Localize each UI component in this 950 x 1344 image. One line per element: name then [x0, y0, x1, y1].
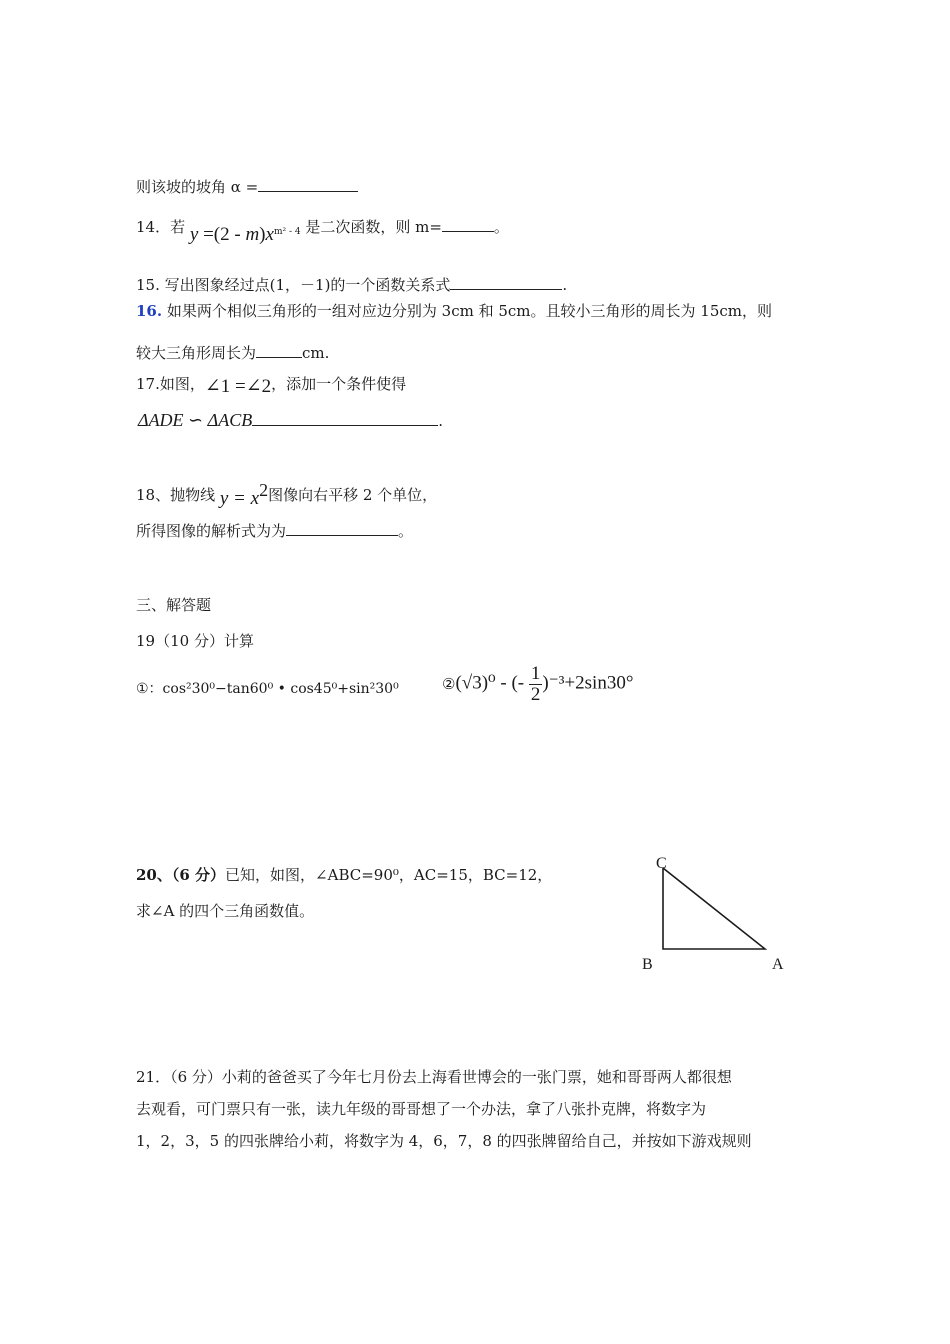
q15-text: 15. 写出图象经过点(1，－1)的一个函数关系式: [136, 276, 451, 294]
q21-line1: 21．（6 分）小莉的爸爸买了今年七月份去上海看世博会的一张门票，她和哥哥两人都很想: [136, 1068, 732, 1086]
q18-formula-main: y = x: [219, 488, 260, 509]
vertex-a-label: A: [772, 956, 784, 973]
q18-formula-exp: 2: [259, 480, 269, 500]
q19-part2-b: )⁻³+2sin30°: [542, 672, 634, 694]
q14-formula-eq: =(2 -: [198, 224, 246, 245]
vertex-b-label: B: [642, 956, 653, 973]
q16-line2-end: cm.: [302, 344, 330, 362]
triangle-shape: [663, 868, 765, 949]
q14-end: 。: [493, 218, 509, 236]
section-heading: 三、解答题: [136, 596, 212, 614]
q16-num: 16.: [136, 302, 163, 320]
q21-line2: 去观看，可门票只有一张，读九年级的哥哥想了一个办法，拿了八张扑克牌，将数字为: [136, 1100, 707, 1118]
q19-part1: ①：cos²30⁰−tan60⁰ • cos45⁰+sin²30⁰: [136, 681, 399, 697]
q18-text: 图像向右平移 2 个单位，: [268, 486, 438, 504]
q18-line2-end: 。: [398, 522, 414, 540]
q14-formula-x: x: [265, 224, 274, 245]
q17-end: .: [438, 412, 443, 430]
q20-text: 已知，如图，∠ABC=90⁰，AC=15，BC=12，: [225, 866, 553, 884]
q18-num: 18、抛物线: [136, 486, 216, 504]
q19-part2-a: (√3)⁰ - (-: [455, 672, 529, 694]
q21-line3: 1，2，3，5 的四张牌给小莉，将数字为 4，6，7，8 的四张牌留给自己，并按如下游戏规则: [136, 1132, 752, 1150]
q17-similar: ΔADE ∽ ΔACB: [138, 410, 253, 430]
q16-line2-text: 较大三角形周长为: [136, 344, 257, 362]
q17-text2: ，添加一个条件使得: [271, 375, 407, 393]
q19-title: 19（10 分）计算: [136, 632, 254, 650]
q19-frac-den: 2: [530, 684, 541, 705]
q14-formula-paren: ): [259, 224, 266, 245]
q13-text: 则该坡的坡角 α =: [136, 178, 259, 196]
q14-text: 是二次函数，则 m=: [305, 218, 442, 236]
q20-num: 20、（6 分）: [136, 866, 226, 884]
q20-line2: 求∠A 的四个三角函数值。: [136, 902, 315, 920]
q15-end: .: [562, 276, 568, 294]
q19-frac-num: 1: [530, 663, 541, 684]
q14-formula-m: m: [245, 224, 260, 245]
q14-num: 14．若: [136, 218, 186, 236]
q14-formula-y: y: [189, 224, 199, 245]
q16-text: 如果两个相似三角形的一组对应边分别为 3cm 和 5cm。且较小三角形的周长为 15cm，则: [162, 302, 773, 320]
q17-text: 17.如图，: [136, 375, 205, 393]
q18-line2-text: 所得图像的解析式为为: [136, 522, 287, 540]
q17-formula: ∠1 =∠2: [204, 376, 272, 397]
q19-part2-prefix: ②: [442, 674, 456, 693]
q14-formula-exp: m² - 4: [273, 227, 301, 237]
vertex-c-label: C: [656, 855, 667, 872]
